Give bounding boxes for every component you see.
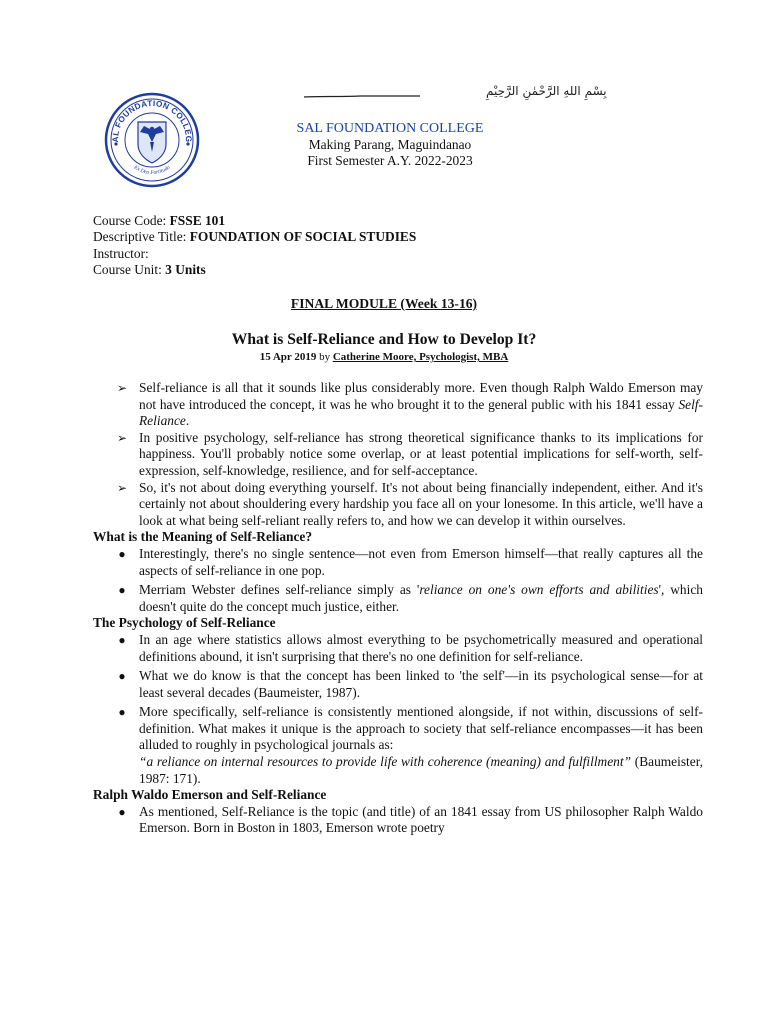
bullet-icon: ● (118, 669, 126, 684)
section-heading-emerson: Ralph Waldo Emerson and Self-Reliance (93, 787, 327, 803)
article-date: 15 Apr 2019 (259, 351, 317, 363)
bullet-icon: ● (118, 583, 126, 598)
bullet-icon: ● (118, 705, 126, 720)
course-unit-label: Course Unit: (93, 262, 166, 278)
bullet-icon: ● (118, 632, 126, 647)
baumeister-quote: “a reliance on internal resources to provide life with coherence (meaning) and fulfillment” (139, 754, 632, 770)
list-item-text: More specifically, self-reliance is consistently mentioned alongside, if not within, discussions of self-definition. What makes it unique is the approach to society that self-reliance encompasses—it has been alluded to roughly in psychological journals as: (139, 704, 703, 753)
list-item-text: Interestingly, there's no single sentence—not even from Emerson himself—that really captures all the aspects of self-reliance in one pop. (139, 545, 703, 578)
list-item-text-end: ', which doesn't quite do the concept much justice, either. (139, 582, 703, 614)
college-header (240, 120, 540, 169)
course-code-value: FSSE 101 (169, 213, 226, 228)
course-unit-line (93, 262, 693, 278)
course-code-line (93, 213, 693, 229)
basmala-svg (300, 80, 607, 104)
bullet-icon: ● (118, 546, 126, 561)
course-code-label: Course Code: (93, 213, 170, 228)
essay-title: Self-Reliance (139, 396, 703, 429)
list-item-text: Merriam Webster defines self-reliance simply as ' (139, 582, 420, 598)
intro-item (93, 430, 703, 480)
intro-item-text: Self-reliance is all that it sounds like plus considerably more. Even though Ralph Waldo Emerson may not have introduced the concept, it was he who brought it to the general public with his 1841 essay (139, 380, 703, 412)
instructor-line (93, 246, 693, 262)
list-item (93, 704, 703, 787)
list-item (93, 804, 703, 837)
list-item (93, 546, 703, 579)
article-title: What is Self-Reliance and How to Develop It? (231, 331, 537, 348)
list-item-text: What we do know is that the concept has been linked to 'the self'—in its psychological sense—for at least several decades (Baumeister, 1987). (139, 668, 703, 700)
seal-svg (104, 92, 200, 188)
descriptive-title-label: Descriptive Title: (93, 229, 190, 245)
semester-line: First Semester A.Y. 2022-2023 (307, 153, 473, 168)
intro-item-text: So, it's not about doing everything yourself. It's not about being financially independent, either. And it's certainly not about shouldering every hardship you face all on your lonesome. In this article, we'll have a look at what being self-reliant really refers to, and how we can develop it within ourselves. (139, 479, 703, 528)
definition-quote: reliance on one's own efforts and abilities (419, 582, 659, 598)
byline-by: by (316, 351, 333, 363)
intro-item-text-end: . (185, 413, 190, 429)
intro-item (93, 480, 703, 530)
arrow-bullet-icon: ➢ (116, 430, 128, 445)
quote-citation: (Baumeister, 1987: 171). (139, 754, 703, 786)
course-unit-value: 3 Units (165, 262, 206, 278)
section-heading-psychology: The Psychology of Self-Reliance (93, 615, 276, 631)
instructor-label: Instructor: (93, 245, 149, 261)
list-item (93, 582, 703, 615)
course-info (93, 213, 693, 279)
article-author: Catherine Moore, Psychologist, MBA (332, 351, 509, 363)
descriptive-title-value: FOUNDATION OF SOCIAL STUDIES (189, 229, 417, 245)
section-heading-meaning: What is the Meaning of Self-Reliance? (93, 529, 313, 545)
list-item (93, 668, 703, 701)
basmala-calligraphy (300, 80, 607, 104)
seal-bottom-text: Ex Deo Fortitudo (132, 164, 172, 177)
college-location: Making Parang, Maguindanao (308, 137, 472, 152)
arrow-bullet-icon: ➢ (116, 480, 128, 495)
college-seal-logo (104, 92, 200, 188)
list-item-text: As mentioned, Self-Reliance is the topic (and title) of an 1841 essay from US philosopher Ralph Waldo Emerson. Born in Boston in 1803, Emerson wrote poetry (139, 803, 703, 836)
list-item (93, 632, 703, 665)
intro-item-text: In positive psychology, self-reliance has strong theoretical significance thanks to its implications for happiness. You'll probably notice some overlap, or at least potential implications for self-worth, self-expression, self-knowledge, resilience, and for self-acceptance. (139, 429, 703, 478)
seal-top-text: AL FOUNDATION COLLEG (110, 98, 194, 143)
arrow-bullet-icon: ➢ (116, 381, 128, 395)
college-name: SAL FOUNDATION COLLEGE (296, 121, 484, 136)
article-byline (0, 351, 768, 364)
descriptive-title-line (93, 229, 693, 245)
module-title: FINAL MODULE (Week 13-16) (290, 296, 478, 311)
list-item-text: In an age where statistics allows almost everything to be psychometrically measured and operational definitions abound, it isn't surprising that there's no one definition for self-reliance. (139, 631, 703, 664)
basmala-text: بِسْمِ اللهِ الرَّحْمٰنِ الرَّحِيْمِ (486, 84, 607, 98)
article-body (93, 380, 703, 837)
intro-item (93, 380, 703, 430)
bullet-icon: ● (118, 804, 126, 819)
